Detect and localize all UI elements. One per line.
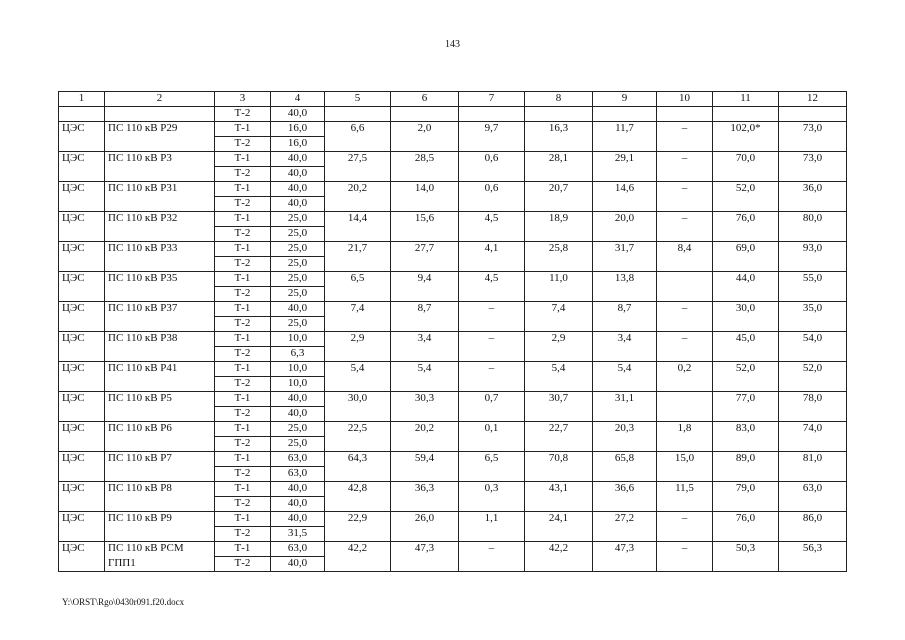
value-cell: – bbox=[657, 122, 713, 137]
table-body bbox=[59, 92, 847, 572]
value-cell: 63,0 bbox=[779, 482, 847, 497]
value-cell: 76,0 bbox=[713, 212, 779, 227]
value-cell: 13,8 bbox=[593, 272, 657, 287]
capacity-cell: 25,0 bbox=[271, 422, 325, 437]
capacity-cell: 40,0 bbox=[271, 392, 325, 407]
value-cell: 20,7 bbox=[525, 182, 593, 197]
value-cell: 36,0 bbox=[779, 182, 847, 197]
table-row bbox=[59, 347, 847, 362]
table-row bbox=[59, 107, 847, 122]
system-cell: ЦЭС bbox=[59, 332, 105, 347]
transformer-cell: Т-1 bbox=[215, 362, 271, 377]
value-cell: 2,0 bbox=[391, 122, 459, 137]
col-header: 5 bbox=[325, 92, 391, 107]
value-cell: – bbox=[459, 302, 525, 317]
value-cell: 8,7 bbox=[391, 302, 459, 317]
system-cell: ЦЭС bbox=[59, 182, 105, 197]
table-row bbox=[59, 122, 847, 137]
transformer-cell: Т-2 bbox=[215, 407, 271, 422]
transformer-cell: Т-2 bbox=[215, 437, 271, 452]
capacity-cell: 16,0 bbox=[271, 122, 325, 137]
value-cell: 31,1 bbox=[593, 392, 657, 407]
value-cell: 6,5 bbox=[459, 452, 525, 467]
transformer-cell: Т-2 bbox=[215, 227, 271, 242]
value-cell: 16,3 bbox=[525, 122, 593, 137]
substation-name-cell: ПС 110 кВ РСМ bbox=[105, 542, 215, 557]
value-cell: 22,5 bbox=[325, 422, 391, 437]
value-cell: 79,0 bbox=[713, 482, 779, 497]
table-row bbox=[59, 467, 847, 482]
capacity-cell: 10,0 bbox=[271, 332, 325, 347]
table-row bbox=[59, 452, 847, 467]
capacity-cell: 40,0 bbox=[271, 497, 325, 512]
value-cell: 2,9 bbox=[325, 332, 391, 347]
value-cell: 93,0 bbox=[779, 242, 847, 257]
value-cell: 30,0 bbox=[713, 302, 779, 317]
transformer-cell: Т-2 bbox=[215, 497, 271, 512]
value-cell: 44,0 bbox=[713, 272, 779, 287]
table-row bbox=[59, 182, 847, 197]
capacity-cell: 16,0 bbox=[271, 137, 325, 152]
table-row bbox=[59, 227, 847, 242]
value-cell: 69,0 bbox=[713, 242, 779, 257]
capacity-cell: 25,0 bbox=[271, 272, 325, 287]
value-cell: 6,5 bbox=[325, 272, 391, 287]
value-cell: 11,0 bbox=[525, 272, 593, 287]
system-cell: ЦЭС bbox=[59, 272, 105, 287]
col-header: 1 bbox=[59, 92, 105, 107]
value-cell: 26,0 bbox=[391, 512, 459, 527]
value-cell: 3,4 bbox=[593, 332, 657, 347]
transformer-cell: Т-1 bbox=[215, 182, 271, 197]
value-cell: 28,5 bbox=[391, 152, 459, 167]
transformer-cell: Т-1 bbox=[215, 302, 271, 317]
value-cell: – bbox=[657, 302, 713, 317]
substation-name-cell: ПС 110 кВ Р31 bbox=[105, 182, 215, 197]
capacity-cell: 10,0 bbox=[271, 377, 325, 392]
table-row bbox=[59, 392, 847, 407]
system-cell: ЦЭС bbox=[59, 422, 105, 437]
substation-name-cell: ГПП1 bbox=[105, 557, 215, 572]
value-cell: 56,3 bbox=[779, 542, 847, 557]
capacity-cell: 40,0 bbox=[271, 302, 325, 317]
value-cell: 65,8 bbox=[593, 452, 657, 467]
value-cell: 0,6 bbox=[459, 182, 525, 197]
table-row bbox=[59, 137, 847, 152]
value-cell: 55,0 bbox=[779, 272, 847, 287]
capacity-cell: 25,0 bbox=[271, 242, 325, 257]
value-cell: 14,4 bbox=[325, 212, 391, 227]
value-cell: 22,9 bbox=[325, 512, 391, 527]
system-cell: ЦЭС bbox=[59, 542, 105, 557]
system-cell: ЦЭС bbox=[59, 122, 105, 137]
value-cell: – bbox=[657, 542, 713, 557]
value-cell: 8,4 bbox=[657, 242, 713, 257]
table-row bbox=[59, 362, 847, 377]
col-header: 9 bbox=[593, 92, 657, 107]
table-row bbox=[59, 272, 847, 287]
value-cell: 18,9 bbox=[525, 212, 593, 227]
value-cell: 86,0 bbox=[779, 512, 847, 527]
system-cell: ЦЭС bbox=[59, 242, 105, 257]
transformer-cell: Т-1 bbox=[215, 452, 271, 467]
value-cell: 28,1 bbox=[525, 152, 593, 167]
substation-name-cell: ПС 110 кВ Р7 bbox=[105, 452, 215, 467]
value-cell: 0,1 bbox=[459, 422, 525, 437]
table-row bbox=[59, 497, 847, 512]
value-cell: 24,1 bbox=[525, 512, 593, 527]
value-cell: 52,0 bbox=[713, 362, 779, 377]
capacity-cell: 63,0 bbox=[271, 467, 325, 482]
value-cell: 27,7 bbox=[391, 242, 459, 257]
value-cell: 64,3 bbox=[325, 452, 391, 467]
value-cell: 45,0 bbox=[713, 332, 779, 347]
value-cell: 30,0 bbox=[325, 392, 391, 407]
table-row bbox=[59, 332, 847, 347]
transformer-cell: Т-2 bbox=[215, 167, 271, 182]
value-cell: 3,4 bbox=[391, 332, 459, 347]
transformer-cell: Т-2 bbox=[215, 317, 271, 332]
value-cell: 20,0 bbox=[593, 212, 657, 227]
value-cell: 20,3 bbox=[593, 422, 657, 437]
page-number: 143 bbox=[445, 39, 460, 50]
value-cell: 0,6 bbox=[459, 152, 525, 167]
table-row bbox=[59, 512, 847, 527]
system-cell: ЦЭС bbox=[59, 392, 105, 407]
value-cell: 31,7 bbox=[593, 242, 657, 257]
value-cell: 8,7 bbox=[593, 302, 657, 317]
value-cell: – bbox=[657, 212, 713, 227]
transformer-cell: Т-1 bbox=[215, 542, 271, 557]
value-cell: 0,3 bbox=[459, 482, 525, 497]
transformer-cell: Т-2 bbox=[215, 197, 271, 212]
table-row bbox=[59, 167, 847, 182]
value-cell: 4,5 bbox=[459, 212, 525, 227]
substation-name-cell: ПС 110 кВ Р33 bbox=[105, 242, 215, 257]
transformer-cell: Т-2 bbox=[215, 287, 271, 302]
substation-name-cell: ПС 110 кВ Р41 bbox=[105, 362, 215, 377]
capacity-cell: 40,0 bbox=[271, 182, 325, 197]
footer-file-path: Y:\ORST\Rgo\0430r091.f20.docx bbox=[62, 597, 185, 607]
system-cell: ЦЭС bbox=[59, 302, 105, 317]
value-cell: 1,8 bbox=[657, 422, 713, 437]
value-cell: – bbox=[459, 362, 525, 377]
value-cell: 1,1 bbox=[459, 512, 525, 527]
system-cell: ЦЭС bbox=[59, 212, 105, 227]
table-row bbox=[59, 377, 847, 392]
value-cell: 9,7 bbox=[459, 122, 525, 137]
capacity-cell: 40,0 bbox=[271, 407, 325, 422]
capacity-cell: 25,0 bbox=[271, 257, 325, 272]
value-cell: – bbox=[459, 332, 525, 347]
value-cell: 9,4 bbox=[391, 272, 459, 287]
value-cell: 20,2 bbox=[325, 182, 391, 197]
system-cell: ЦЭС bbox=[59, 362, 105, 377]
value-cell: 54,0 bbox=[779, 332, 847, 347]
value-cell: 14,6 bbox=[593, 182, 657, 197]
value-cell: 0,2 bbox=[657, 362, 713, 377]
table-row bbox=[59, 197, 847, 212]
col-header: 4 bbox=[271, 92, 325, 107]
transformer-cell: Т-2 bbox=[215, 467, 271, 482]
col-header: 12 bbox=[779, 92, 847, 107]
value-cell: 80,0 bbox=[779, 212, 847, 227]
value-cell: 42,2 bbox=[525, 542, 593, 557]
transformer-cell: Т-1 bbox=[215, 272, 271, 287]
value-cell: 36,3 bbox=[391, 482, 459, 497]
value-cell: 7,4 bbox=[525, 302, 593, 317]
table-row bbox=[59, 527, 847, 542]
transformer-cell: Т-2 bbox=[215, 377, 271, 392]
col-header: 11 bbox=[713, 92, 779, 107]
value-cell: 74,0 bbox=[779, 422, 847, 437]
value-cell: 5,4 bbox=[525, 362, 593, 377]
capacity-cell: 25,0 bbox=[271, 287, 325, 302]
value-cell: 15,0 bbox=[657, 452, 713, 467]
data-table bbox=[58, 91, 847, 572]
transformer-cell: Т-1 bbox=[215, 122, 271, 137]
transformer-cell: Т-2 bbox=[215, 527, 271, 542]
col-header: 3 bbox=[215, 92, 271, 107]
value-cell: – bbox=[657, 512, 713, 527]
system-cell: ЦЭС bbox=[59, 482, 105, 497]
substation-name-cell: ПС 110 кВ Р5 bbox=[105, 392, 215, 407]
value-cell: – bbox=[657, 332, 713, 347]
transformer-cell: Т-1 bbox=[215, 152, 271, 167]
col-header: 6 bbox=[391, 92, 459, 107]
transformer-cell: Т-1 bbox=[215, 332, 271, 347]
value-cell: 35,0 bbox=[779, 302, 847, 317]
value-cell: – bbox=[657, 182, 713, 197]
transformer-cell: Т-1 bbox=[215, 212, 271, 227]
value-cell: 2,9 bbox=[525, 332, 593, 347]
capacity-cell: 40,0 bbox=[271, 167, 325, 182]
transformer-cell: Т-1 bbox=[215, 242, 271, 257]
transformer-cell: Т-2 bbox=[215, 107, 271, 122]
table-row bbox=[59, 302, 847, 317]
transformer-cell: Т-1 bbox=[215, 422, 271, 437]
value-cell: 15,6 bbox=[391, 212, 459, 227]
capacity-cell: 40,0 bbox=[271, 512, 325, 527]
table-header-row bbox=[59, 92, 847, 107]
value-cell: 30,7 bbox=[525, 392, 593, 407]
value-cell: 78,0 bbox=[779, 392, 847, 407]
table-row bbox=[59, 242, 847, 257]
transformer-cell: Т-1 bbox=[215, 512, 271, 527]
value-cell: 59,4 bbox=[391, 452, 459, 467]
value-cell: 25,8 bbox=[525, 242, 593, 257]
value-cell: 5,4 bbox=[593, 362, 657, 377]
substation-name-cell: ПС 110 кВ Р32 bbox=[105, 212, 215, 227]
capacity-cell: 40,0 bbox=[271, 197, 325, 212]
value-cell: 50,3 bbox=[713, 542, 779, 557]
value-cell bbox=[657, 272, 713, 287]
transformer-cell: Т-2 bbox=[215, 557, 271, 572]
col-header: 7 bbox=[459, 92, 525, 107]
value-cell: 30,3 bbox=[391, 392, 459, 407]
value-cell: 102,0* bbox=[713, 122, 779, 137]
col-header: 8 bbox=[525, 92, 593, 107]
value-cell: 0,7 bbox=[459, 392, 525, 407]
value-cell: 14,0 bbox=[391, 182, 459, 197]
substation-name-cell: ПС 110 кВ Р6 bbox=[105, 422, 215, 437]
value-cell: 83,0 bbox=[713, 422, 779, 437]
system-cell: ЦЭС bbox=[59, 452, 105, 467]
value-cell: 5,4 bbox=[325, 362, 391, 377]
capacity-cell: 40,0 bbox=[271, 107, 325, 122]
col-header: 10 bbox=[657, 92, 713, 107]
capacity-cell: 31,5 bbox=[271, 527, 325, 542]
capacity-cell: 63,0 bbox=[271, 452, 325, 467]
table-row bbox=[59, 482, 847, 497]
table-row bbox=[59, 422, 847, 437]
table-row bbox=[59, 437, 847, 452]
value-cell: 36,6 bbox=[593, 482, 657, 497]
transformer-cell: Т-2 bbox=[215, 347, 271, 362]
capacity-cell: 40,0 bbox=[271, 557, 325, 572]
value-cell: 11,5 bbox=[657, 482, 713, 497]
value-cell: 70,0 bbox=[713, 152, 779, 167]
transformer-cell: Т-2 bbox=[215, 257, 271, 272]
table-row bbox=[59, 257, 847, 272]
value-cell: 52,0 bbox=[713, 182, 779, 197]
substation-name-cell: ПС 110 кВ Р35 bbox=[105, 272, 215, 287]
value-cell: 70,8 bbox=[525, 452, 593, 467]
value-cell: 42,2 bbox=[325, 542, 391, 557]
substation-name-cell: ПС 110 кВ Р9 bbox=[105, 512, 215, 527]
system-cell: ЦЭС bbox=[59, 512, 105, 527]
substation-name-cell: ПС 110 кВ Р8 bbox=[105, 482, 215, 497]
value-cell: 52,0 bbox=[779, 362, 847, 377]
value-cell: 73,0 bbox=[779, 122, 847, 137]
value-cell: 21,7 bbox=[325, 242, 391, 257]
transformer-cell: Т-1 bbox=[215, 482, 271, 497]
value-cell: 11,7 bbox=[593, 122, 657, 137]
capacity-cell: 25,0 bbox=[271, 212, 325, 227]
capacity-cell: 63,0 bbox=[271, 542, 325, 557]
capacity-cell: 40,0 bbox=[271, 482, 325, 497]
table-row bbox=[59, 212, 847, 227]
value-cell: – bbox=[657, 152, 713, 167]
value-cell: – bbox=[459, 542, 525, 557]
col-header: 2 bbox=[105, 92, 215, 107]
table-row bbox=[59, 407, 847, 422]
value-cell: 76,0 bbox=[713, 512, 779, 527]
value-cell: 47,3 bbox=[593, 542, 657, 557]
value-cell: 20,2 bbox=[391, 422, 459, 437]
capacity-cell: 25,0 bbox=[271, 227, 325, 242]
value-cell: 81,0 bbox=[779, 452, 847, 467]
capacity-cell: 10,0 bbox=[271, 362, 325, 377]
value-cell: 89,0 bbox=[713, 452, 779, 467]
value-cell: 43,1 bbox=[525, 482, 593, 497]
transformer-cell: Т-1 bbox=[215, 392, 271, 407]
capacity-cell: 40,0 bbox=[271, 152, 325, 167]
value-cell: 22,7 bbox=[525, 422, 593, 437]
value-cell: 27,2 bbox=[593, 512, 657, 527]
substation-name-cell: ПС 110 кВ Р38 bbox=[105, 332, 215, 347]
table-row bbox=[59, 557, 847, 572]
substation-name-cell: ПС 110 кВ Р29 bbox=[105, 122, 215, 137]
value-cell: 73,0 bbox=[779, 152, 847, 167]
table-row bbox=[59, 287, 847, 302]
table-row bbox=[59, 542, 847, 557]
table-row bbox=[59, 317, 847, 332]
value-cell: 6,6 bbox=[325, 122, 391, 137]
capacity-cell: 6,3 bbox=[271, 347, 325, 362]
value-cell: 29,1 bbox=[593, 152, 657, 167]
value-cell: 77,0 bbox=[713, 392, 779, 407]
value-cell bbox=[657, 392, 713, 407]
value-cell: 4,1 bbox=[459, 242, 525, 257]
system-cell: ЦЭС bbox=[59, 152, 105, 167]
capacity-cell: 25,0 bbox=[271, 437, 325, 452]
value-cell: 42,8 bbox=[325, 482, 391, 497]
table-row bbox=[59, 152, 847, 167]
value-cell: 4,5 bbox=[459, 272, 525, 287]
value-cell: 47,3 bbox=[391, 542, 459, 557]
substation-name-cell: ПС 110 кВ Р3 bbox=[105, 152, 215, 167]
value-cell: 5,4 bbox=[391, 362, 459, 377]
value-cell: 27,5 bbox=[325, 152, 391, 167]
transformer-cell: Т-2 bbox=[215, 137, 271, 152]
capacity-cell: 25,0 bbox=[271, 317, 325, 332]
value-cell: 7,4 bbox=[325, 302, 391, 317]
substation-name-cell: ПС 110 кВ Р37 bbox=[105, 302, 215, 317]
